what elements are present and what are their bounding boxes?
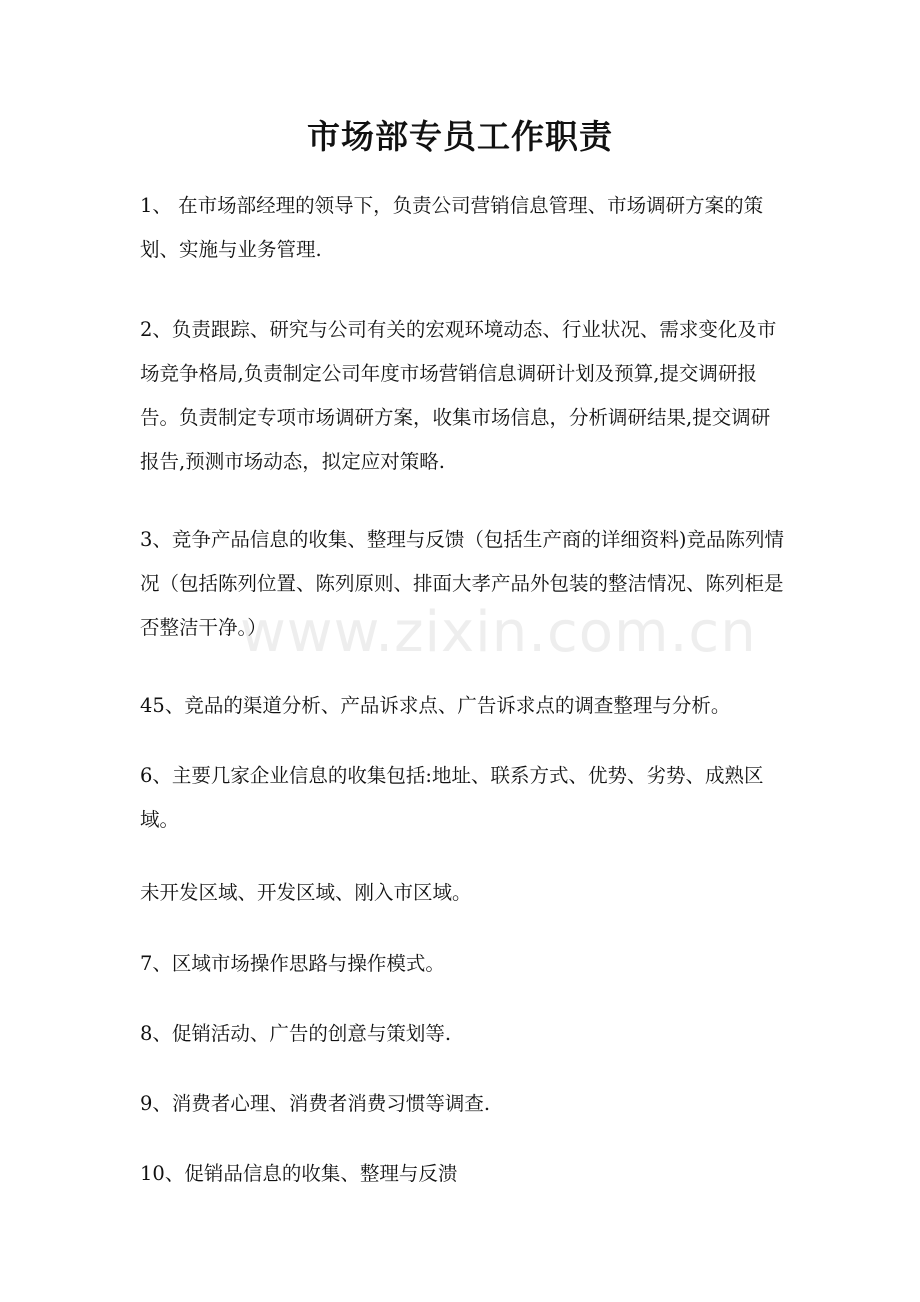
paragraph-6: 6、主要几家企业信息的收集包括:地址、联系方式、优势、劣势、成熟区域。 <box>140 764 764 831</box>
paragraph-6-continued: 未开发区域、开发区域、刚入市区域。 <box>140 881 472 904</box>
paragraph-8: 8、促销活动、广告的创意与策划等. <box>140 1022 452 1045</box>
paragraph-10: 10、促销品信息的收集、整理与反溃 <box>140 1162 458 1185</box>
page-title: 市场部专员工作职责 <box>307 117 613 156</box>
paragraph-2: 2、负责跟踪、研究与公司有关的宏观环境动态、行业状况、需求变化及市场竞争格局,负责制定公司年度市场营销信息调研计划及预算,提交调研报告。负责制定专项市场调研方案，收集市场信息，分析调研结果,提交调研报告,预测市场动态，拟定应对策略. <box>140 318 777 473</box>
paragraph-45: 45、竞品的渠道分析、产品诉求点、广告诉求点的调查整理与分析。 <box>140 694 731 717</box>
paragraph-9: 9、消费者心理、消费者消费习惯等调查. <box>140 1092 491 1115</box>
paragraph-7: 7、区域市场操作思路与操作模式。 <box>140 952 445 975</box>
paragraph-1: 1、 在市场部经理的领导下，负责公司营销信息管理、市场调研方案的策划、实施与业务管理. <box>140 194 764 261</box>
paragraph-3: 3、竞争产品信息的收集、整理与反馈（包括生产商的详细资料)竞品陈列情况（包括陈列位置、陈列原则、排面大孝产品外包装的整洁情况、陈列柜是否整洁干净。） <box>140 528 785 639</box>
watermark: www.zixin.com.cn <box>240 600 757 665</box>
